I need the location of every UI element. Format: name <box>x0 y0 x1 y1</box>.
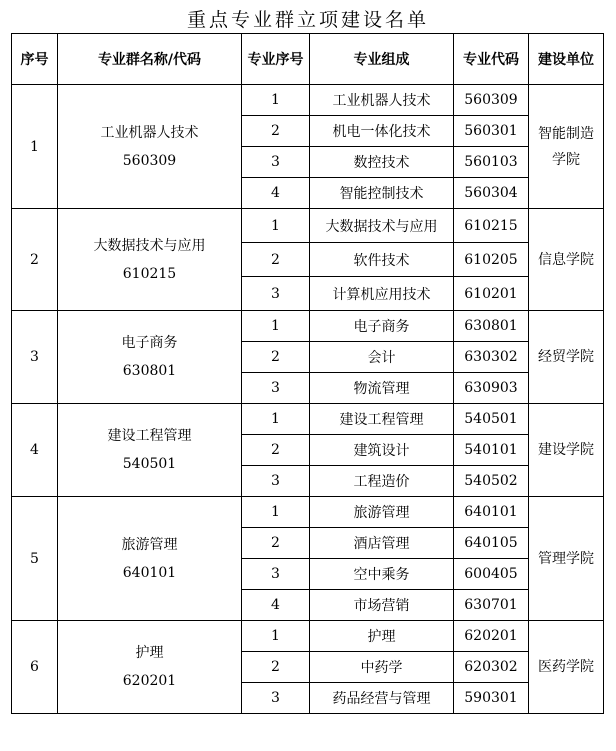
major-no: 3 <box>242 559 310 590</box>
major-no: 1 <box>242 404 310 435</box>
major-no: 3 <box>242 373 310 404</box>
major-name: 建筑设计 <box>310 435 454 466</box>
major-name: 酒店管理 <box>310 528 454 559</box>
unit-line: 智能制造 <box>538 125 594 142</box>
major-no: 2 <box>242 435 310 466</box>
cluster-name: 大数据技术与应用 <box>93 237 206 254</box>
table-row <box>12 85 604 116</box>
header-major-name: 专业组成 <box>310 34 454 85</box>
major-no: 4 <box>242 590 310 621</box>
major-name: 旅游管理 <box>310 497 454 528</box>
major-no: 2 <box>242 342 310 373</box>
major-code: 620302 <box>454 652 529 683</box>
header-major-code: 专业代码 <box>454 34 529 85</box>
cluster-name-code <box>58 404 242 497</box>
major-no: 3 <box>242 466 310 497</box>
major-no: 2 <box>242 528 310 559</box>
table-row <box>12 209 604 243</box>
project-list-table <box>11 33 604 714</box>
major-name: 药品经营与管理 <box>310 683 454 714</box>
cluster-index: 6 <box>12 621 58 714</box>
construction-unit: 信息学院 <box>529 209 604 311</box>
major-code: 590301 <box>454 683 529 714</box>
major-code: 540101 <box>454 435 529 466</box>
table-row <box>12 621 604 652</box>
major-code: 640101 <box>454 497 529 528</box>
cluster-code: 560309 <box>122 152 177 169</box>
cluster-index: 4 <box>12 404 58 497</box>
major-no: 1 <box>242 311 310 342</box>
major-no: 1 <box>242 497 310 528</box>
major-code: 560301 <box>454 116 529 147</box>
construction-unit: 医药学院 <box>529 621 604 714</box>
cluster-name-code <box>58 85 242 209</box>
major-name: 工业机器人技术 <box>310 85 454 116</box>
table-row <box>12 311 604 342</box>
major-name: 中药学 <box>310 652 454 683</box>
major-name: 空中乘务 <box>310 559 454 590</box>
construction-unit: 经贸学院 <box>529 311 604 404</box>
major-name: 数控技术 <box>310 147 454 178</box>
major-name: 计算机应用技术 <box>310 277 454 311</box>
major-name: 智能控制技术 <box>310 178 454 209</box>
major-code: 610201 <box>454 277 529 311</box>
major-no: 1 <box>242 621 310 652</box>
cluster-name-code <box>58 209 242 311</box>
major-name: 机电一体化技术 <box>310 116 454 147</box>
major-code: 540502 <box>454 466 529 497</box>
major-name: 建设工程管理 <box>310 404 454 435</box>
header-major-no: 专业序号 <box>242 34 310 85</box>
major-name: 工程造价 <box>310 466 454 497</box>
cluster-code: 540501 <box>122 456 177 472</box>
major-name: 电子商务 <box>310 311 454 342</box>
major-code: 560309 <box>454 85 529 116</box>
major-no: 3 <box>242 277 310 311</box>
major-no: 1 <box>242 85 310 116</box>
major-no: 2 <box>242 652 310 683</box>
major-code: 610215 <box>454 209 529 243</box>
major-no: 4 <box>242 178 310 209</box>
major-name: 软件技术 <box>310 243 454 277</box>
cluster-name-code <box>58 497 242 621</box>
major-no: 2 <box>242 116 310 147</box>
construction-unit: 建设学院 <box>529 404 604 497</box>
major-code: 560304 <box>454 178 529 209</box>
construction-unit: 管理学院 <box>529 497 604 621</box>
major-no: 1 <box>242 209 310 243</box>
cluster-code: 630801 <box>122 363 177 379</box>
cluster-index: 3 <box>12 311 58 404</box>
table-row <box>12 497 604 528</box>
cluster-index: 2 <box>12 209 58 311</box>
cluster-name-code <box>58 621 242 714</box>
major-code: 560103 <box>454 147 529 178</box>
header-index: 序号 <box>12 34 58 85</box>
cluster-name: 旅游管理 <box>121 536 178 553</box>
major-code: 630801 <box>454 311 529 342</box>
major-code: 640105 <box>454 528 529 559</box>
major-code: 540501 <box>454 404 529 435</box>
cluster-name: 护理 <box>135 645 164 661</box>
cluster-code: 610215 <box>122 265 177 282</box>
cluster-name: 建设工程管理 <box>107 428 192 444</box>
major-code: 630302 <box>454 342 529 373</box>
cluster-index: 1 <box>12 85 58 209</box>
table-row <box>12 404 604 435</box>
cluster-index: 5 <box>12 497 58 621</box>
major-name: 会计 <box>310 342 454 373</box>
unit-line: 学院 <box>552 151 580 168</box>
cluster-name-code <box>58 311 242 404</box>
major-name: 物流管理 <box>310 373 454 404</box>
major-name: 护理 <box>310 621 454 652</box>
major-no: 3 <box>242 147 310 178</box>
construction-unit <box>529 85 604 209</box>
major-code: 630701 <box>454 590 529 621</box>
header-unit: 建设单位 <box>529 34 604 85</box>
cluster-code: 640101 <box>122 564 177 581</box>
major-name: 大数据技术与应用 <box>310 209 454 243</box>
header-row <box>12 34 604 85</box>
cluster-code: 620201 <box>122 673 177 689</box>
header-cluster-name: 专业群名称/代码 <box>58 34 242 85</box>
cluster-name: 电子商务 <box>121 335 178 351</box>
major-no: 3 <box>242 683 310 714</box>
major-code: 630903 <box>454 373 529 404</box>
major-code: 610205 <box>454 243 529 277</box>
major-code: 620201 <box>454 621 529 652</box>
major-name: 市场营销 <box>310 590 454 621</box>
page-title: 重点专业群立项建设名单 <box>186 9 429 31</box>
cluster-name: 工业机器人技术 <box>100 124 199 141</box>
major-no: 2 <box>242 243 310 277</box>
major-code: 600405 <box>454 559 529 590</box>
